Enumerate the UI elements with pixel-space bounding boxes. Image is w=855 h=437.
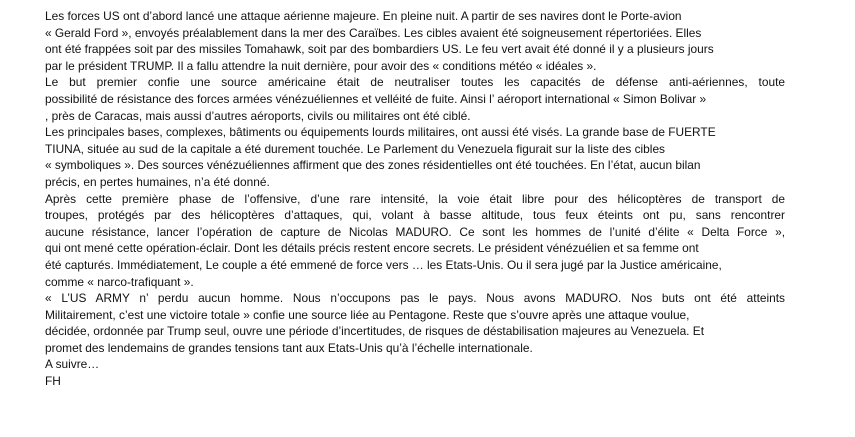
text-line: comme « narco-trafiquant ». [45, 274, 194, 289]
text-line: « L’US ARMY n’ perdu aucun homme. Nous n’occupons pas le pays. Nous avons MADURO. Nos buts ont été atteints [45, 291, 785, 306]
text-line: Après cette première phase de l’offensive, d’une rare intensité, la voie était libre pour des hélicoptères de transport de [45, 191, 785, 206]
text-line: ont été frappées soit par des missiles Tomahawk, soit par des bombardiers US. Le feu vert avait été donné il y a plusieurs jours [45, 42, 714, 57]
text-line: précis, en pertes humaines, n’a été donné. [45, 174, 270, 189]
article-body [45, 8, 785, 390]
text-line: TIUNA, située au sud de la capitale a été durement touchée. Le Parlement du Venezuela figurait sur la liste des cibles [45, 141, 665, 156]
text-line: aucune résistance, lancer l’opération de capture de Nicolas MADURO. Ce sont les hommes de l’unité d’élite « Delta Force », [45, 224, 785, 239]
text-line: troupes, protégés par des hélicoptères d’attaques, qui, volant à basse altitude, tous feux éteints ont pu, sans rencontrer [45, 208, 785, 223]
text-line: possibilité de résistance des forces armées vénézuéliennes et velléité de fuite. Ainsi l’ aéroport international « Simon Bolivar » [45, 91, 707, 106]
text-line: « symboliques ». Des sources vénézuéliennes affirment que des zones résidentielles ont été touchées. En l’état, aucun bilan [45, 158, 701, 173]
text-line: , près de Caracas, mais aussi d’autres aéroports, civils ou militaires ont été ciblé. [45, 108, 471, 123]
text-line: promet des lendemains de grandes tensions tant aux Etats-Unis qu’à l’échelle internationale. [45, 340, 533, 355]
text-line: Le but premier confie une source américaine était de neutraliser toutes les capacités de défense anti-aériennes, toute [45, 75, 785, 90]
text-line: « Gerald Ford », envoyés préalablement dans la mer des Caraïbes. Les cibles avaient été soigneusement répertoriées. Elles [45, 25, 702, 40]
text-line: Les principales bases, complexes, bâtiments ou équipements lourds militaires, ont aussi été visés. La grande base de FUERTE [45, 125, 716, 140]
text-line: qui ont mené cette opération-éclair. Dont les détails précis restent encore secrets. Le président vénézuélien et sa femme ont [45, 241, 699, 256]
text-line: Les forces US ont d’abord lancé une attaque aérienne majeure. En pleine nuit. A partir de ses navires dont le Porte-avion [45, 9, 682, 23]
signature-initials: FH [45, 374, 61, 389]
text-line: Militairement, c’est une victoire totale » confie une source liée au Pentagone. Reste que s’ouvre après une attaque voulue, [45, 307, 690, 322]
text-line: par le président TRUMP. Il a fallu attendre la nuit dernière, pour avoir des « conditions météo « idéales ». [45, 58, 597, 73]
text-line: été capturés. Immédiatement, Le couple a été emmené de force vers … les Etats-Unis. Ou il sera jugé par la Justice américaine, [45, 257, 722, 272]
text-line: A suivre… [45, 357, 100, 372]
text-line: décidée, ordonnée par Trump seul, ouvre une période d’incertitudes, de risques de déstabilisation majeures au Venezuela. Et [45, 324, 705, 339]
